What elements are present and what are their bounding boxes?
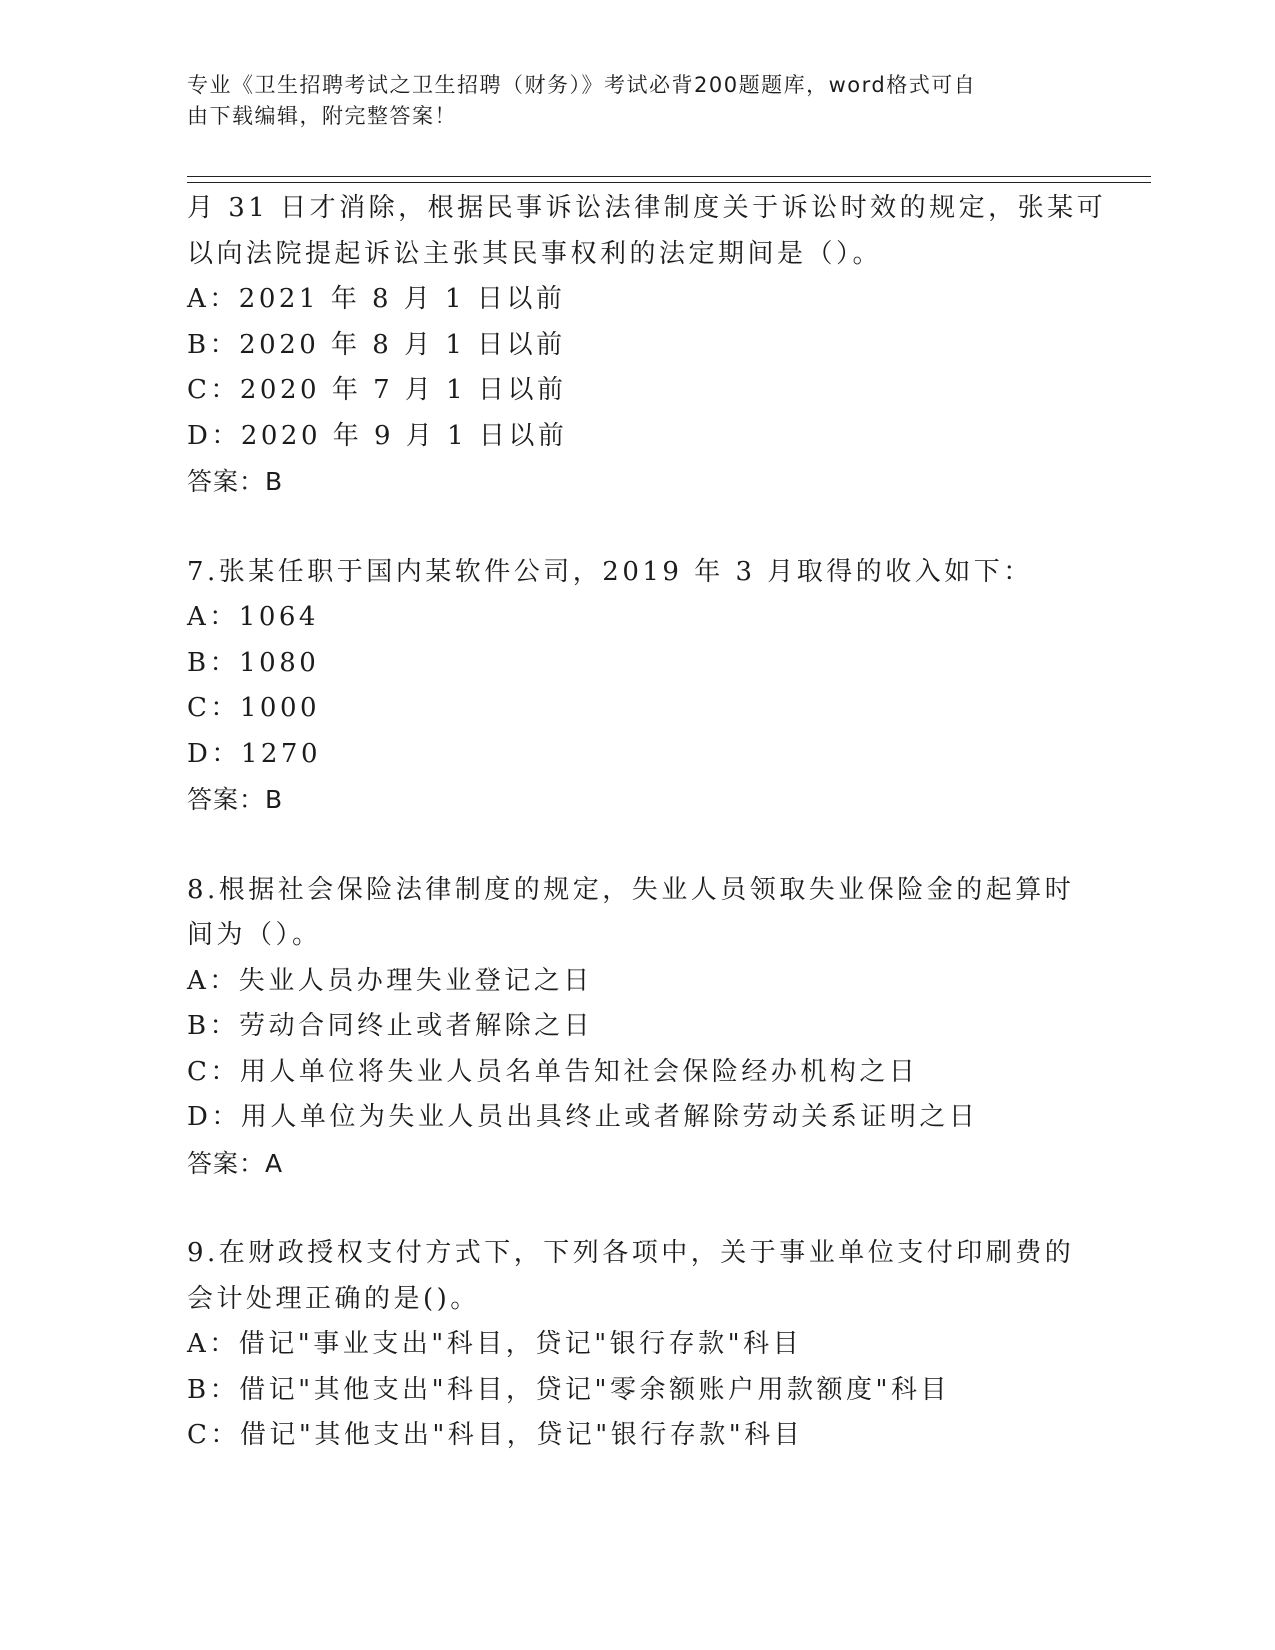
question-text: 会计处理正确的是()。 <box>187 1283 480 1314</box>
question-text: 9.在财政授权支付方式下，下列各项中，关于事业单位支付印刷费的 <box>187 1238 1075 1268</box>
question-text: 7.张某任职于国内某软件公司，2019 年 3 月取得的收入如下： <box>187 556 1033 587</box>
header-divider <box>187 182 1151 183</box>
answer-line: 答案：A <box>187 1148 284 1178</box>
option-c: C：借记"其他支出"科目，贷记"银行存款"科目 <box>187 1420 804 1450</box>
option-a: A：2021 年 8 月 1 日以前 <box>187 284 566 314</box>
option-d: D：用人单位为失业人员出具终止或者解除劳动关系证明之日 <box>187 1102 979 1132</box>
option-a: A：失业人员办理失业登记之日 <box>187 965 593 996</box>
option-c: C：1000 <box>187 693 321 723</box>
question-list <box>187 186 1107 1459</box>
header-line: 专业《卫生招聘考试之卫生招聘（财务）》考试必背200题题库，word格式可自 <box>187 73 977 97</box>
question-text: 月 31 日才消除，根据民事诉讼法律制度关于诉讼时效的规定，张某可 <box>187 193 1107 223</box>
option-a: A：1064 <box>187 602 319 632</box>
question-text: 8.根据社会保险法律制度的规定，失业人员领取失业保险金的起算时 <box>187 874 1075 905</box>
question-text: 间为（）。 <box>187 920 322 950</box>
option-b: B：借记"其他支出"科目，贷记"零余额账户用款额度"科目 <box>187 1374 950 1405</box>
option-c: C：用人单位将失业人员名单告知社会保险经办机构之日 <box>187 1056 919 1087</box>
header-line: 由下载编辑，附完整答案！ <box>187 104 457 128</box>
option-d: D：2020 年 9 月 1 日以前 <box>187 420 568 451</box>
question-block <box>187 1231 1087 1459</box>
option-b: B：2020 年 8 月 1 日以前 <box>187 329 566 360</box>
header-divider <box>187 176 1151 177</box>
document-header <box>187 70 1067 132</box>
question-block <box>187 868 1087 1187</box>
answer-line: 答案：B <box>187 785 284 814</box>
option-d: D：1270 <box>187 738 322 769</box>
option-a: A：借记"事业支出"科目，贷记"银行存款"科目 <box>187 1329 803 1359</box>
answer-line: 答案：B <box>187 467 284 496</box>
question-block <box>187 186 1107 505</box>
option-c: C：2020 年 7 月 1 日以前 <box>187 375 567 405</box>
question-text: 以向法院提起诉讼主张其民事权利的法定期间是（）。 <box>187 238 883 269</box>
option-b: B：1080 <box>187 647 320 678</box>
question-block <box>187 550 1087 823</box>
option-b: B：劳动合同终止或者解除之日 <box>187 1011 594 1041</box>
